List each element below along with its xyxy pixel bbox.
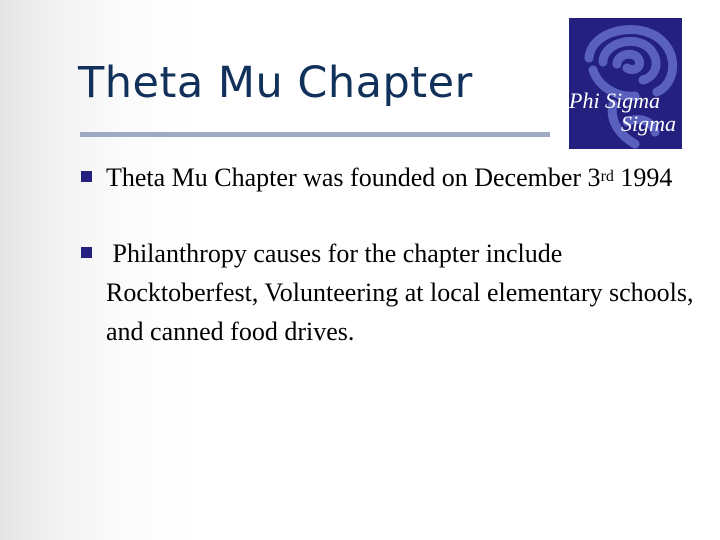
bullet-list — [80, 158, 700, 351]
square-bullet-icon — [81, 171, 92, 182]
logo-text-phi-sigma: Phi Sigma — [569, 88, 661, 113]
bullet-founded-year: 1994 — [613, 163, 673, 192]
bullet-philanthropy-text: Philanthropy causes for the chapter include Rocktoberfest, Volunteering at local elementary schools, and canned food drives. — [106, 239, 700, 346]
slide-title: Theta Mu Chapter — [78, 58, 473, 108]
logo-text-sigma: Sigma — [621, 111, 676, 136]
bullet-founded-text: Theta Mu Chapter was founded on December 3 — [106, 163, 601, 192]
title-underline — [80, 132, 550, 137]
phi-sigma-sigma-logo — [569, 18, 682, 149]
bullet-item-philanthropy — [80, 234, 700, 351]
bullet-item-founded — [80, 158, 700, 197]
bullet-founded-superscript: rd — [600, 168, 614, 185]
square-bullet-icon — [81, 247, 92, 258]
